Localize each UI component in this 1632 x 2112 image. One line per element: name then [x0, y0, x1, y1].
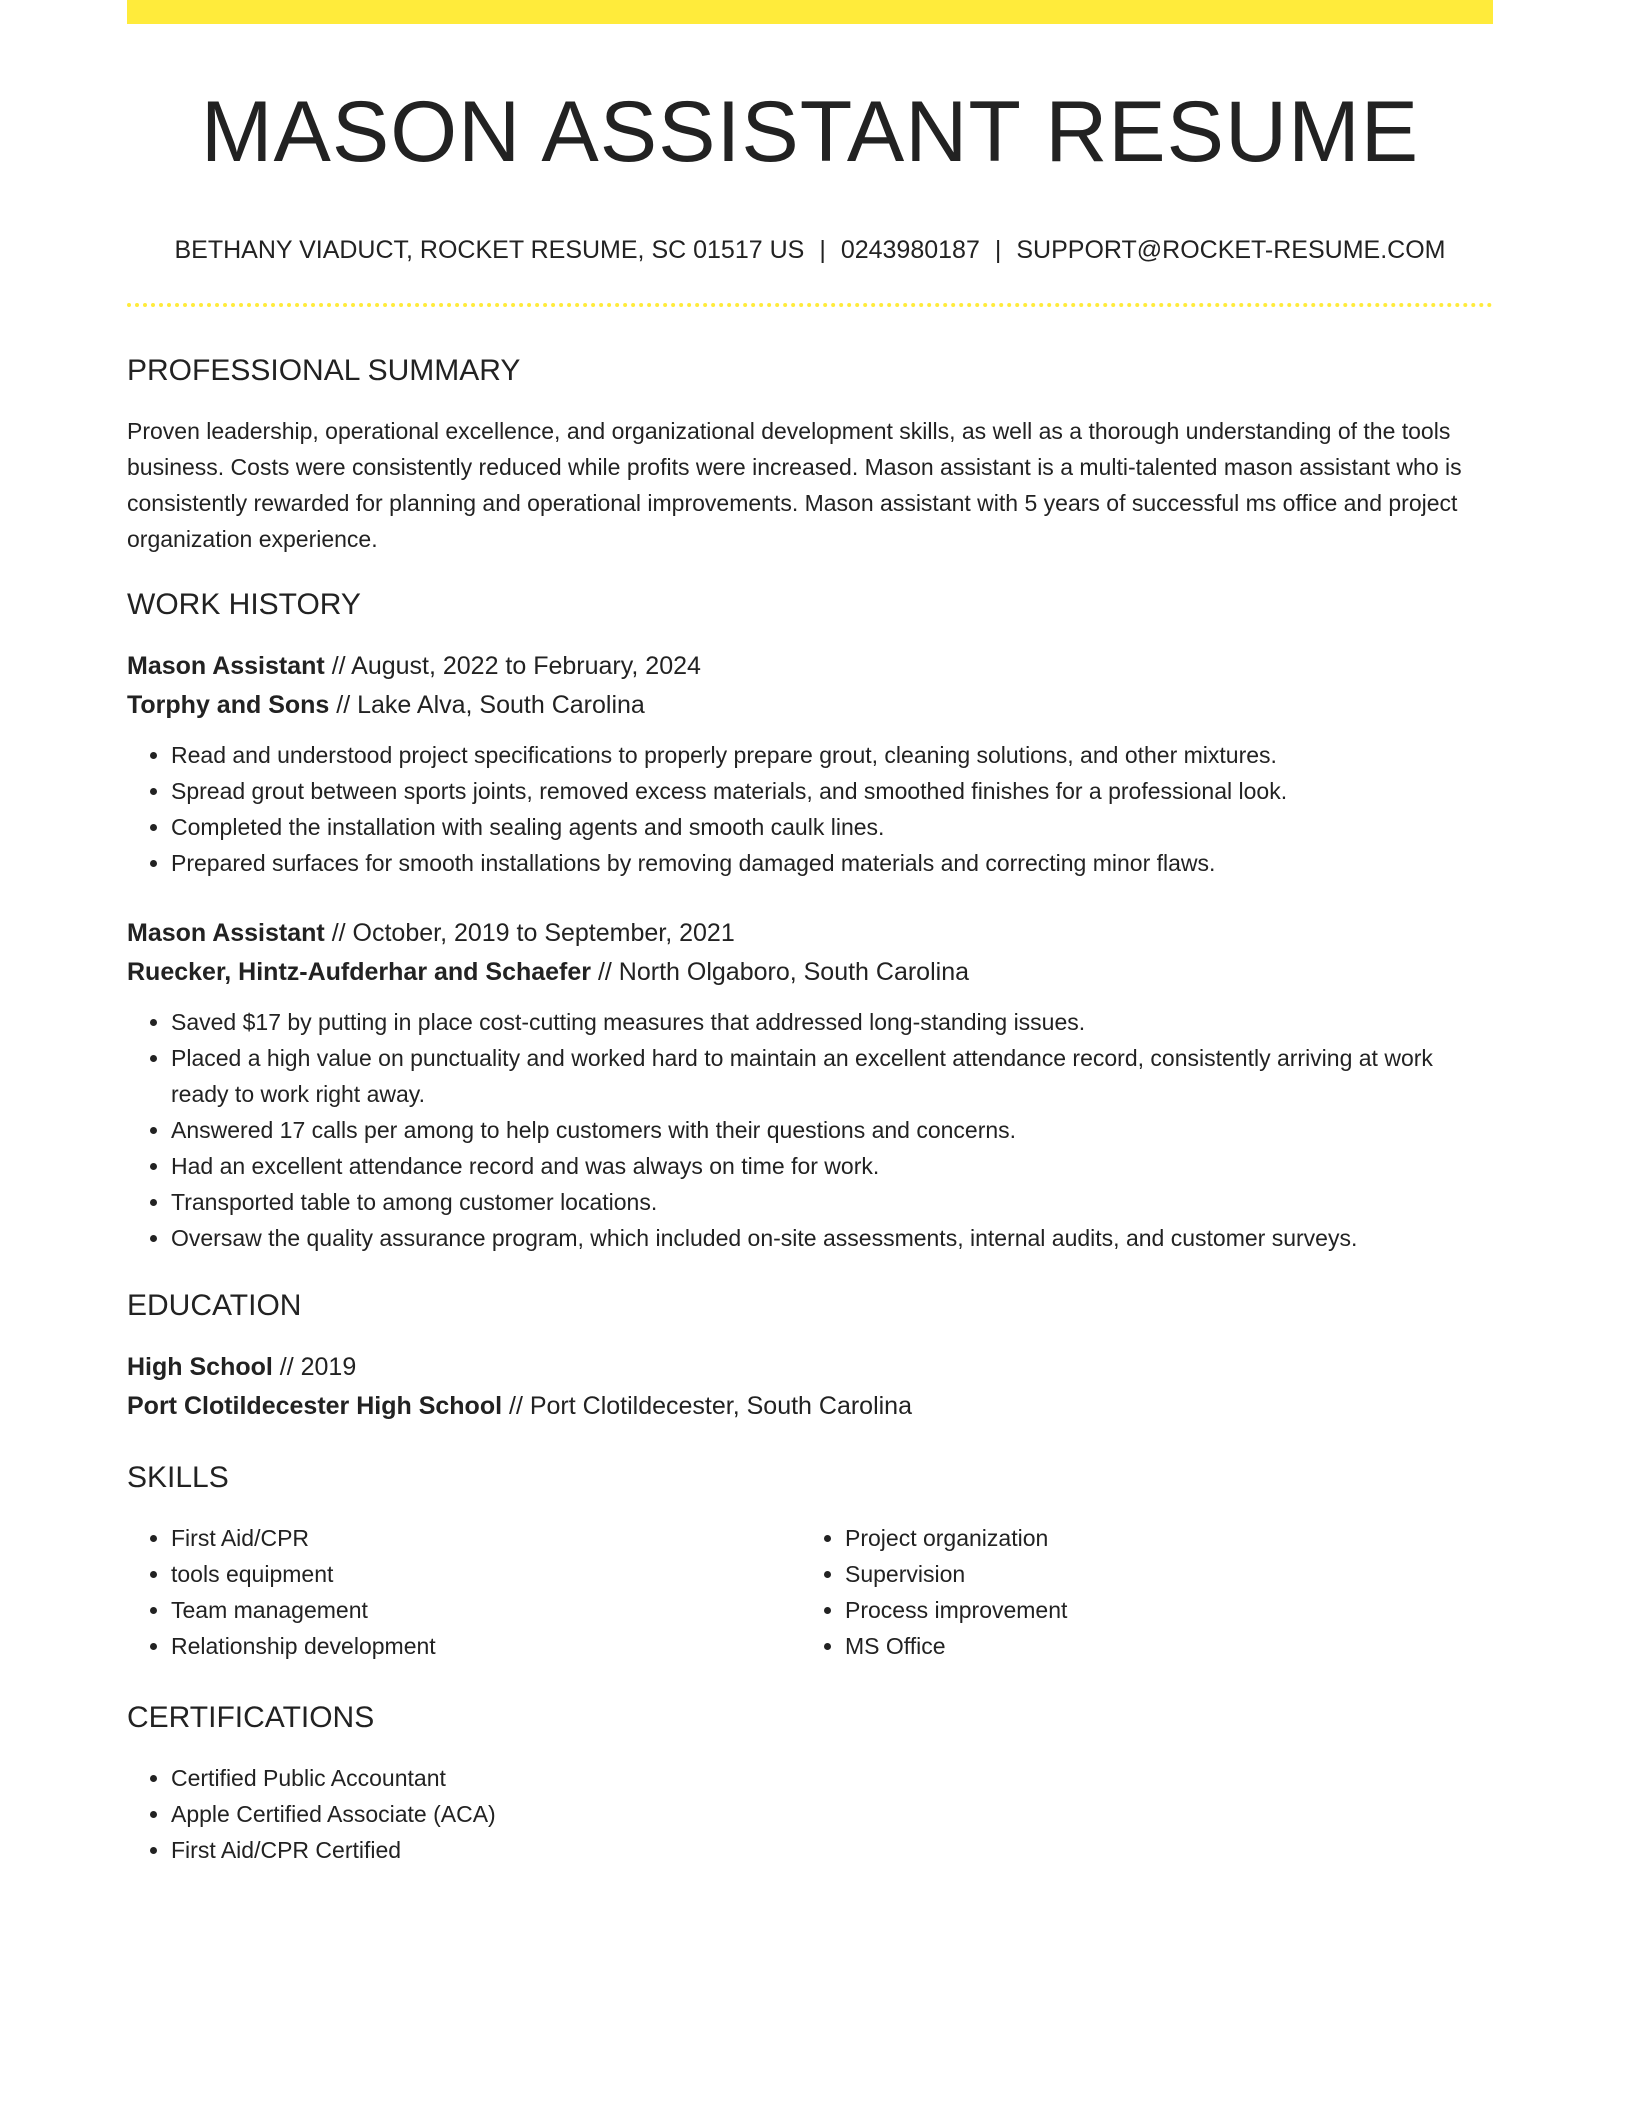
job-company-line: [127, 686, 1493, 725]
job-bullets: [127, 1004, 1493, 1256]
skill-item: • Project organization: [845, 1520, 1475, 1556]
job-role-line: [127, 647, 1493, 686]
certifications-list: [127, 1760, 1493, 1868]
job-bullet: • Answered 17 calls per among to help customers with their questions and concerns.: [171, 1112, 1493, 1148]
job-company: Ruecker, Hintz-Aufderhar and Schaefer: [127, 958, 592, 986]
education-school-line: [127, 1387, 1493, 1426]
job-role: Mason Assistant: [127, 919, 325, 947]
phone: 0243980187: [840, 236, 980, 264]
job-role-line: [127, 914, 1493, 953]
education-degree-line: [127, 1348, 1493, 1387]
skill-item: • Process improvement: [845, 1592, 1475, 1628]
education-degree: High School: [127, 1353, 273, 1381]
top-accent-bar: [127, 0, 1493, 24]
skills-column: [127, 1520, 801, 1664]
job-bullet: • Completed the installation with sealing agents and smooth caulk lines.: [171, 809, 1493, 845]
section-title-work-history: WORK HISTORY: [127, 588, 361, 621]
education-school: Port Clotildecester High School: [127, 1392, 503, 1420]
email: SUPPORT@ROCKET-RESUME.COM: [1016, 236, 1446, 264]
job-bullet: • Spread grout between sports joints, removed excess materials, and smoothed finishes for a professional look.: [171, 773, 1493, 809]
job-entry: [127, 647, 1493, 881]
skill-item: • First Aid/CPR: [171, 1520, 801, 1556]
skills-grid: [127, 1520, 1493, 1664]
certification-item: • Apple Certified Associate (ACA): [171, 1796, 1493, 1832]
job-bullet: • Placed a high value on punctuality and worked hard to maintain an excellent attendance record, consistently arriving at work ready to work right away.: [171, 1040, 1493, 1112]
contact-line: [127, 235, 1493, 265]
job-location: // North Olgaboro, South Carolina: [597, 958, 970, 986]
summary-text: Proven leadership, operational excellence, and organizational development skills, as well as a thorough understanding of the tools business. Costs were consistently reduced while profits were increased. Mason assistant is a multi-talented mason assistant who is consistently rewarded for planning and operational improvements. Mason assistant with 5 years of successful ms office and project organization experience.: [127, 418, 1462, 552]
resume-page: [127, 0, 1493, 1868]
job-bullet: • Transported table to among customer locations.: [171, 1184, 1493, 1220]
job-bullet: • Prepared surfaces for smooth installations by removing damaged materials and correcting minor flaws.: [171, 845, 1493, 881]
certification-item: • First Aid/CPR Certified: [171, 1832, 1493, 1868]
job-dates: // August, 2022 to February, 2024: [331, 652, 701, 680]
job-entry: [127, 914, 1493, 1256]
education-location: // Port Clotildecester, South Carolina: [509, 1392, 912, 1420]
job-location: // Lake Alva, South Carolina: [336, 691, 645, 719]
skills-column: [801, 1520, 1475, 1664]
section-title-certifications: CERTIFICATIONS: [127, 1701, 375, 1734]
section-title-skills: SKILLS: [127, 1461, 229, 1494]
section-title-education: EDUCATION: [127, 1289, 302, 1322]
job-bullet: • Had an excellent attendance record and was always on time for work.: [171, 1148, 1493, 1184]
job-dates: // October, 2019 to September, 2021: [331, 919, 735, 947]
certification-item: • Certified Public Accountant: [171, 1760, 1493, 1796]
education-entry: [127, 1348, 1493, 1426]
job-bullet: • Oversaw the quality assurance program, which included on-site assessments, internal audits, and customer surveys.: [171, 1220, 1493, 1256]
job-role: Mason Assistant: [127, 652, 325, 680]
skill-item: • Supervision: [845, 1556, 1475, 1592]
skill-item: • Team management: [171, 1592, 801, 1628]
skill-item: • Relationship development: [171, 1628, 801, 1664]
job-bullets: [127, 737, 1493, 881]
job-bullet: • Read and understood project specifications to properly prepare grout, cleaning solutions, and other mixtures.: [171, 737, 1493, 773]
resume-title: MASON ASSISTANT RESUME: [200, 84, 1420, 180]
section-title-summary: PROFESSIONAL SUMMARY: [127, 354, 521, 387]
skill-item: • MS Office: [845, 1628, 1475, 1664]
contact-separator: |: [819, 236, 826, 264]
job-bullet: • Saved $17 by putting in place cost-cutting measures that addressed long-standing issues.: [171, 1004, 1493, 1040]
address: BETHANY VIADUCT, ROCKET RESUME, SC 01517 US: [174, 236, 805, 264]
job-company-line: [127, 953, 1493, 992]
skill-item: • tools equipment: [171, 1556, 801, 1592]
education-year: // 2019: [279, 1353, 357, 1381]
job-company: Torphy and Sons: [127, 691, 330, 719]
contact-separator: |: [994, 236, 1002, 264]
dotted-divider: [127, 303, 1493, 307]
